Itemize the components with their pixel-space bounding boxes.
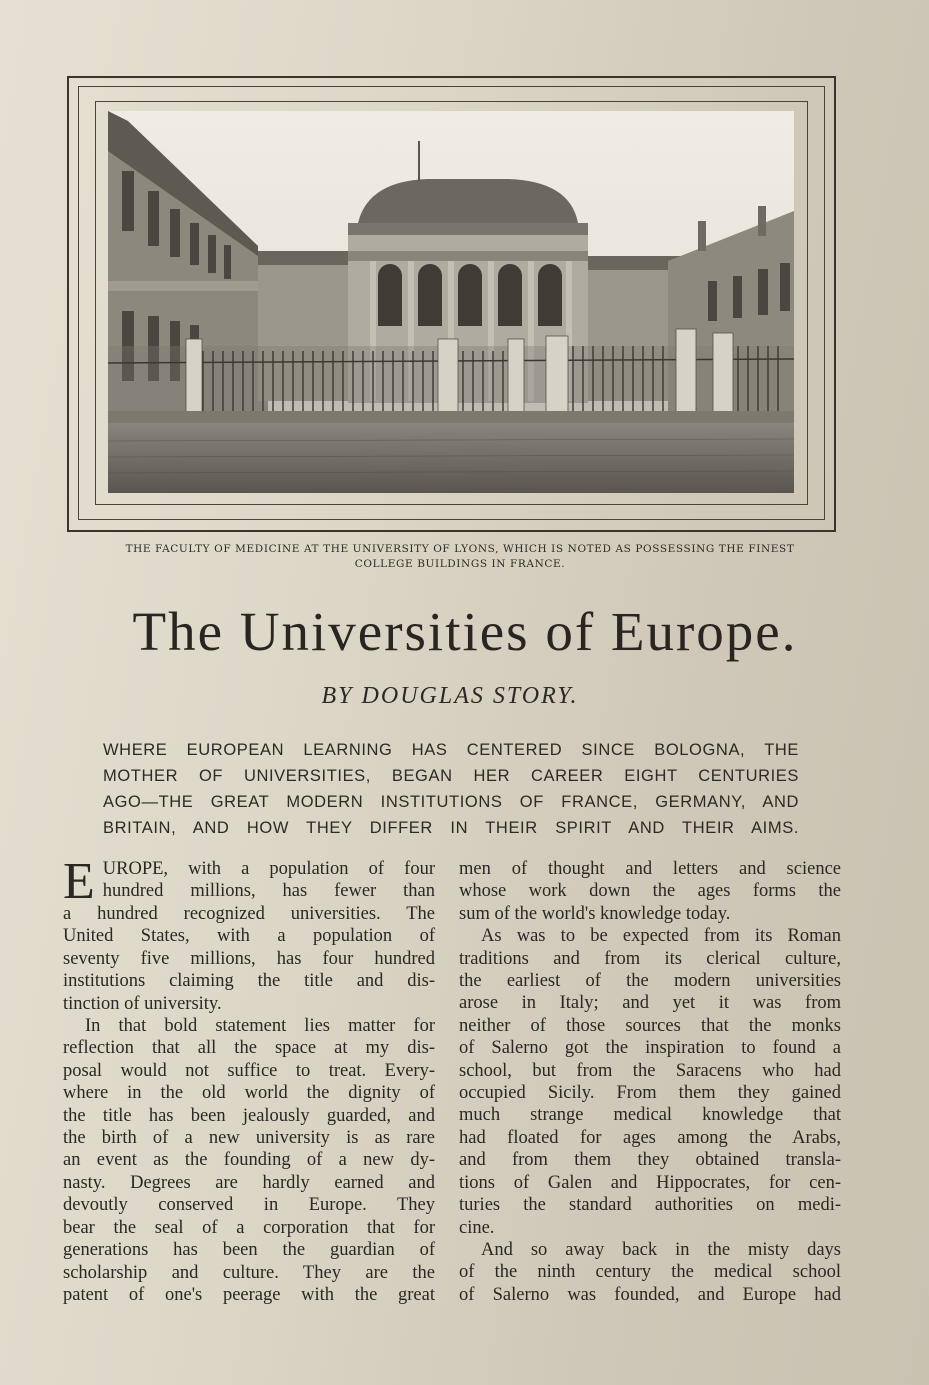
university-building-photo	[108, 111, 794, 493]
photo-caption-line-2: COLLEGE BUILDINGS IN FRANCE.	[354, 558, 566, 570]
text-line: men of thought and letters and science	[459, 859, 841, 879]
article-column-right	[459, 858, 841, 1306]
text-line: of the ninth century the medical school	[459, 1262, 841, 1283]
text-line: bear the seal of a corporation that for	[63, 1217, 435, 1238]
text-line: And so away back in the misty days	[481, 1239, 841, 1260]
text-line: UROPE, with a population of four	[102, 859, 435, 879]
text-line: neither of those sources that the monks	[459, 1015, 841, 1036]
text-line: patent of one's peerage with the great	[63, 1284, 435, 1305]
text-line: tinction of university.	[63, 993, 222, 1014]
text-line: cine.	[459, 1217, 495, 1238]
summary-line: WHERE EUROPEAN LEARNING HAS CENTERED SINCE BOLOGNA, THE	[103, 741, 799, 759]
text-line: sum of the world's knowledge today.	[459, 903, 731, 924]
text-line: In that bold statement lies matter for	[85, 1016, 435, 1037]
text-line: of Salerno was founded, and Europe had	[459, 1284, 841, 1305]
text-line: and from them they obtained transla-	[459, 1150, 841, 1171]
article-byline: BY DOUGLAS STORY.	[321, 683, 579, 709]
text-line: had floated for ages among the Arabs,	[459, 1127, 841, 1148]
text-line: whose work down the ages forms the	[459, 881, 841, 902]
summary-line: BRITAIN, AND HOW THEY DIFFER IN THEIR SPIRIT AND THEIR AIMS.	[103, 819, 799, 837]
text-line: posal would not suffice to treat. Every-	[63, 1060, 435, 1081]
text-line: of Salerno got the inspiration to found a	[459, 1038, 841, 1059]
text-line: generations has been the guardian of	[63, 1240, 435, 1261]
text-line: a hundred recognized universities. The	[63, 904, 435, 924]
text-line: occupied Sicily. From them they gained	[459, 1083, 841, 1104]
article-column-left	[63, 853, 435, 1306]
text-line: the birth of a new university is as rare	[63, 1128, 435, 1149]
photo-caption	[60, 542, 860, 572]
text-line: the earliest of the modern universities	[459, 971, 841, 992]
summary-line: MOTHER OF UNIVERSITIES, BEGAN HER CAREER EIGHT CENTURIES	[103, 767, 799, 785]
summary-line: AGO—THE GREAT MODERN INSTITUTIONS OF FRANCE, GERMANY, AND	[103, 793, 799, 811]
text-line: reflection that all the space at my dis-	[63, 1038, 435, 1059]
text-line: seventy five millions, has four hundred	[63, 948, 435, 969]
text-line: the title has been jealously guarded, and	[63, 1105, 435, 1126]
text-line: nasty. Degrees are hardly earned and	[63, 1172, 435, 1193]
text-line: where in the old world the dignity of	[63, 1083, 435, 1104]
article-title: The Universities of Europe.	[132, 601, 798, 662]
drop-cap: E	[63, 853, 95, 910]
article-summary	[103, 737, 799, 841]
text-line: turies the standard authorities on medi-	[459, 1195, 841, 1216]
text-line: United States, with a population of	[63, 926, 435, 947]
text-line: tions of Galen and Hippocrates, for cen-	[459, 1172, 841, 1193]
text-line: As was to be expected from its Roman	[481, 926, 841, 947]
text-line: institutions claiming the title and dis-	[63, 971, 435, 992]
text-line: scholarship and culture. They are the	[63, 1262, 435, 1283]
text-line: school, but from the Saracens who had	[459, 1060, 841, 1081]
photo-caption-line-1: THE FACULTY OF MEDICINE AT THE UNIVERSITY OF LYONS, WHICH IS NOTED AS POSSESSING THE FINEST	[125, 543, 795, 555]
text-line: arose in Italy; and yet it was from	[459, 993, 841, 1014]
text-line: traditions and from its clerical culture,	[459, 948, 841, 969]
text-line: much strange medical knowledge that	[459, 1105, 841, 1126]
text-line: an event as the founding of a new dy-	[63, 1150, 435, 1171]
text-line: devoutly conserved in Europe. They	[63, 1195, 435, 1216]
text-line: hundred millions, has fewer than	[102, 881, 435, 902]
